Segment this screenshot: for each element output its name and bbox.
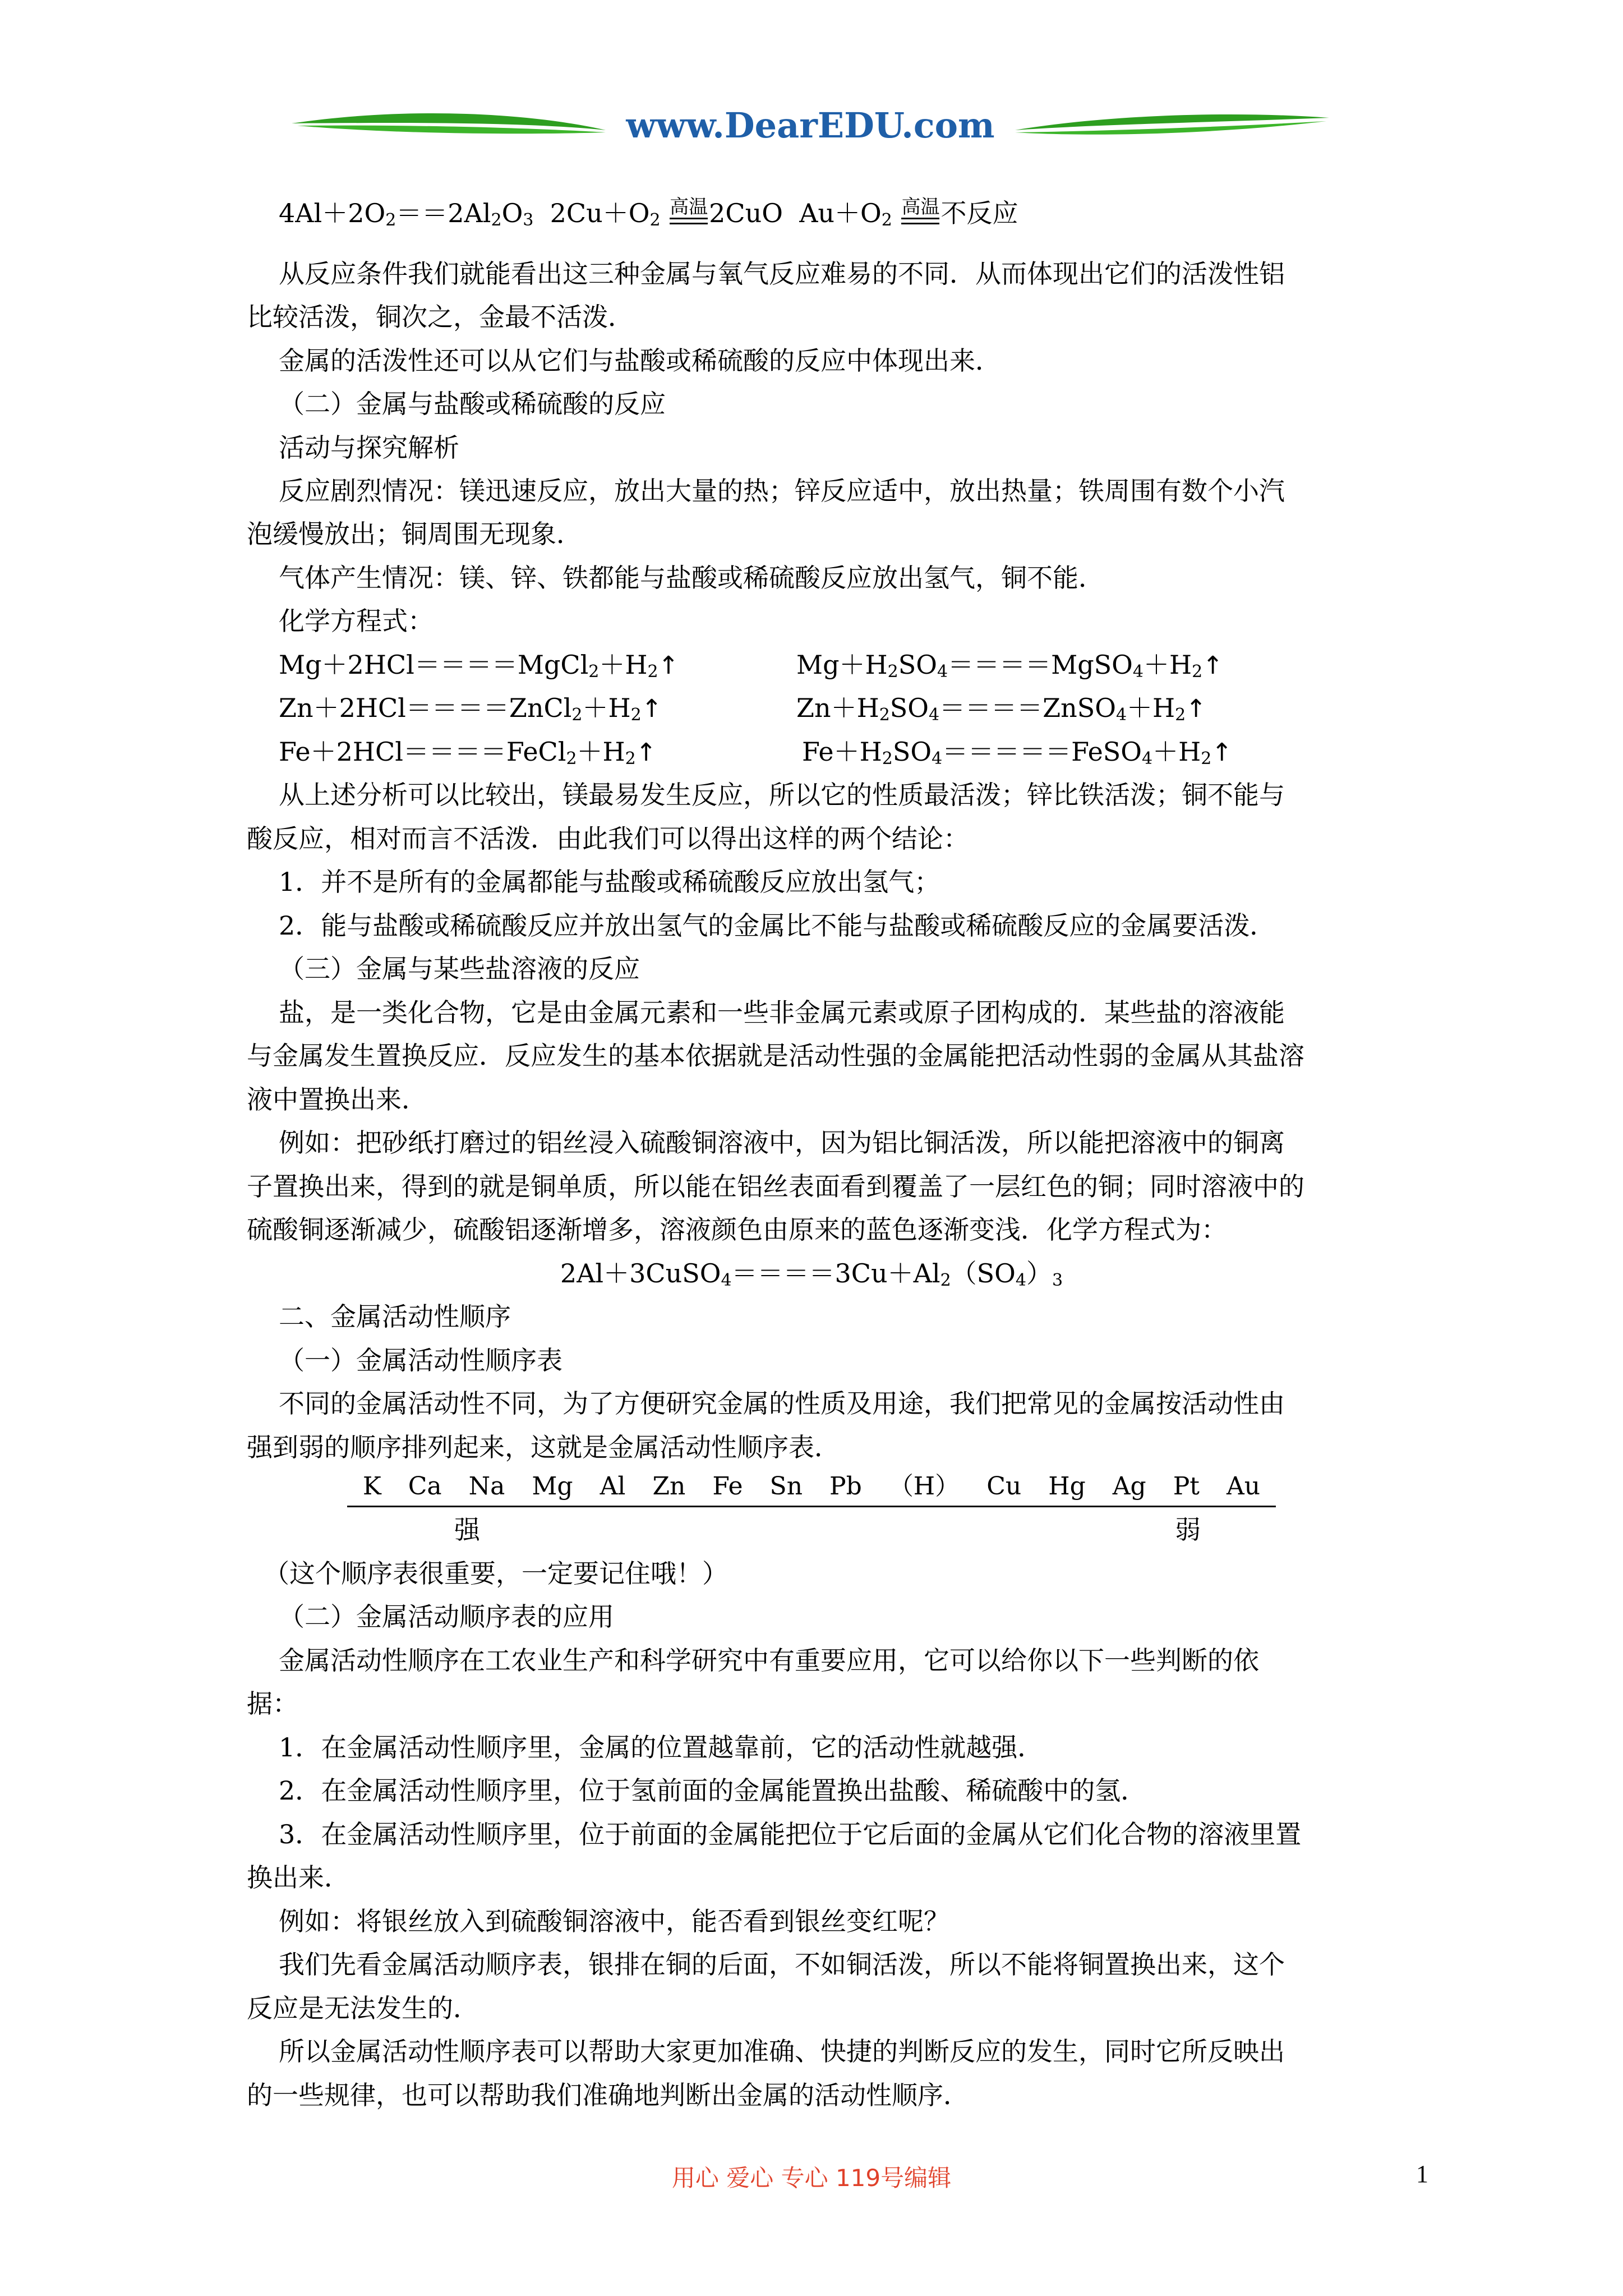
subheading: （一）金属活动性顺序表: [279, 1345, 562, 1375]
conclusion-1: 1．并不是所有的金属都能与盐酸或稀硫酸反应放出氢气；: [279, 867, 940, 897]
dearedu-logo: [292, 95, 1329, 157]
paragraph: 反应剧烈情况：镁迅速反应，放出大量的热；锌反应适中，放出热量；铁周围有数个小汽: [279, 476, 1285, 506]
paragraph: 反应是无法发生的．: [247, 1993, 479, 2023]
subheading: （二）金属活动顺序表的应用: [279, 1602, 614, 1632]
equation-oxidation: $4Al+2O_2==2Al_2O_3$ $2Cu+O_2$ 高温 2CuO $Au+O_2$ 高温 不反应: [279, 196, 1018, 230]
rule-3: 3．在金属活动性顺序里，位于前面的金属能把位于它后面的金属从它们化合物的溶液里置: [279, 1819, 1302, 1849]
paragraph: 比较活泼，铜次之，金最不活泼．: [247, 302, 634, 332]
paragraph: 气体产生情况：镁、锌、铁都能与盐酸或稀硫酸反应放出氢气，铜不能．: [279, 563, 1104, 593]
series-metal: Ca: [408, 1472, 442, 1501]
paragraph: 化学方程式：: [279, 606, 434, 636]
equation-row: $Fe+2HCl====FeCl_2+H_2↑$ $Fe+H_2SO_4=====FeSO_4+H_2↑$: [279, 737, 1233, 769]
activity-series: [0, 1470, 1623, 1507]
rule-2: 2．在金属活动性顺序里，位于氢前面的金属能置换出盐酸、稀硫酸中的氢．: [279, 1775, 1147, 1806]
paragraph: 例如：把砂纸打磨过的铝丝浸入硫酸铜溶液中，因为铝比铜活泼，所以能把溶液中的铜离: [279, 1128, 1285, 1158]
section-heading: （三）金属与某些盐溶液的反应: [279, 954, 640, 984]
series-metal: Sn: [769, 1472, 803, 1501]
condition-high-temp: 高温: [670, 197, 708, 224]
series-metal: Na: [468, 1472, 505, 1501]
paragraph: 酸反应，相对而言不活泼．由此我们可以得出这样的两个结论：: [247, 823, 969, 854]
paragraph: 不同的金属活动性不同，为了方便研究金属的性质及用途，我们把常见的金属按活动性由: [279, 1388, 1285, 1419]
section-heading: （二）金属与盐酸或稀硫酸的反应: [279, 389, 666, 419]
rule-1: 1．在金属活动性顺序里，金属的位置越靠前，它的活动性就越强．: [279, 1732, 1044, 1763]
paragraph: 从上述分析可以比较出，镁最易发生反应，所以它的性质最活泼；锌比铁活泼；铜不能与: [279, 780, 1285, 810]
paragraph: 从反应条件我们就能看出这三种金属与氧气反应难易的不同．从而体现出它们的活泼性铝: [279, 259, 1285, 289]
series-metal: Pb: [829, 1472, 862, 1501]
series-metal: Au: [1227, 1472, 1261, 1501]
site-url: www.DearEDU.com: [626, 105, 995, 146]
page-number: 1: [1416, 2160, 1428, 2188]
series-metal: Al: [600, 1472, 626, 1501]
paragraph: 金属活动性顺序在工农业生产和科学研究中有重要应用，它可以给你以下一些判断的依: [279, 1645, 1259, 1676]
series-metal: Mg: [532, 1472, 573, 1501]
condition-high-temp: 高温: [901, 197, 939, 224]
series-metal: Zn: [652, 1472, 686, 1501]
paragraph: 子置换出来，得到的就是铜单质，所以能在铝丝表面看到覆盖了一层红色的铜；同时溶液中的: [247, 1171, 1304, 1202]
conclusion-2: 2．能与盐酸或稀硫酸反应并放出氢气的金属比不能与盐酸或稀硫酸反应的金属要活泼．: [279, 910, 1276, 941]
paragraph: 与金属发生置换反应．反应发生的基本依据就是活动性强的金属能把活动性弱的金属从其盐溶: [247, 1041, 1304, 1071]
series-metal: Hg: [1048, 1472, 1086, 1501]
subheading: 活动与探究解析: [279, 432, 459, 463]
paragraph: 例如：将银丝放入到硫酸铜溶液中，能否看到银丝变红呢？: [279, 1906, 949, 1936]
rule-3-cont: 换出来．: [247, 1862, 350, 1893]
series-metal: K: [362, 1472, 381, 1501]
paragraph: 金属的活泼性还可以从它们与盐酸或稀硫酸的反应中体现出来．: [279, 346, 1001, 376]
paragraph: 液中置换出来．: [247, 1084, 427, 1115]
series-metal: （H）: [888, 1472, 960, 1501]
equation-row: $Mg+2HCl====MgCl_2+H_2↑$ $Mg+H_2SO_4====MgSO_4+H_2↑$: [279, 650, 1224, 682]
footer-credit: 用心 爱心 专心 119号编辑: [671, 2164, 952, 2192]
series-metal: Pt: [1173, 1472, 1200, 1501]
paragraph: 据：: [247, 1688, 298, 1719]
series-metal: Fe: [712, 1472, 743, 1501]
paragraph: 的一些规律，也可以帮助我们准确地判断出金属的活动性顺序．: [247, 2080, 969, 2110]
series-metal: Ag: [1112, 1472, 1146, 1501]
label-strong: 强: [454, 1515, 480, 1545]
label-weak: 弱: [1175, 1515, 1201, 1545]
paragraph: 盐，是一类化合物，它是由金属元素和一些非金属元素或原子团构成的．某些盐的溶液能: [279, 997, 1285, 1028]
paragraph: 我们先看金属活动顺序表，银排在铜的后面，不如铜活泼，所以不能将铜置换出来，这个: [279, 1949, 1285, 1980]
section-heading: 二、金属活动性顺序: [279, 1301, 511, 1332]
paragraph: 强到弱的顺序排列起来，这就是金属活动性顺序表．: [247, 1432, 840, 1462]
note: （这个顺序表很重要，一定要记住哦！）: [264, 1558, 728, 1589]
series-metal: Cu: [986, 1472, 1022, 1501]
equation-row: $Zn+2HCl====ZnCl_2+H_2↑$ $Zn+H_2SO_4====ZnSO_4+H_2↑$: [279, 693, 1207, 725]
paragraph: 硫酸铜逐渐减少，硫酸铝逐渐增多，溶液颜色由原来的蓝色逐渐变浅．化学方程式为：: [247, 1214, 1227, 1245]
paragraph: 泡缓慢放出；铜周围无现象．: [247, 519, 582, 549]
paragraph: 所以金属活动性顺序表可以帮助大家更加准确、快捷的判断反应的发生，同时它所反映出: [279, 2036, 1285, 2067]
equation-displacement: $2Al+3CuSO_4====3Cu+Al_2(SO_4)_3$: [560, 1258, 1063, 1290]
